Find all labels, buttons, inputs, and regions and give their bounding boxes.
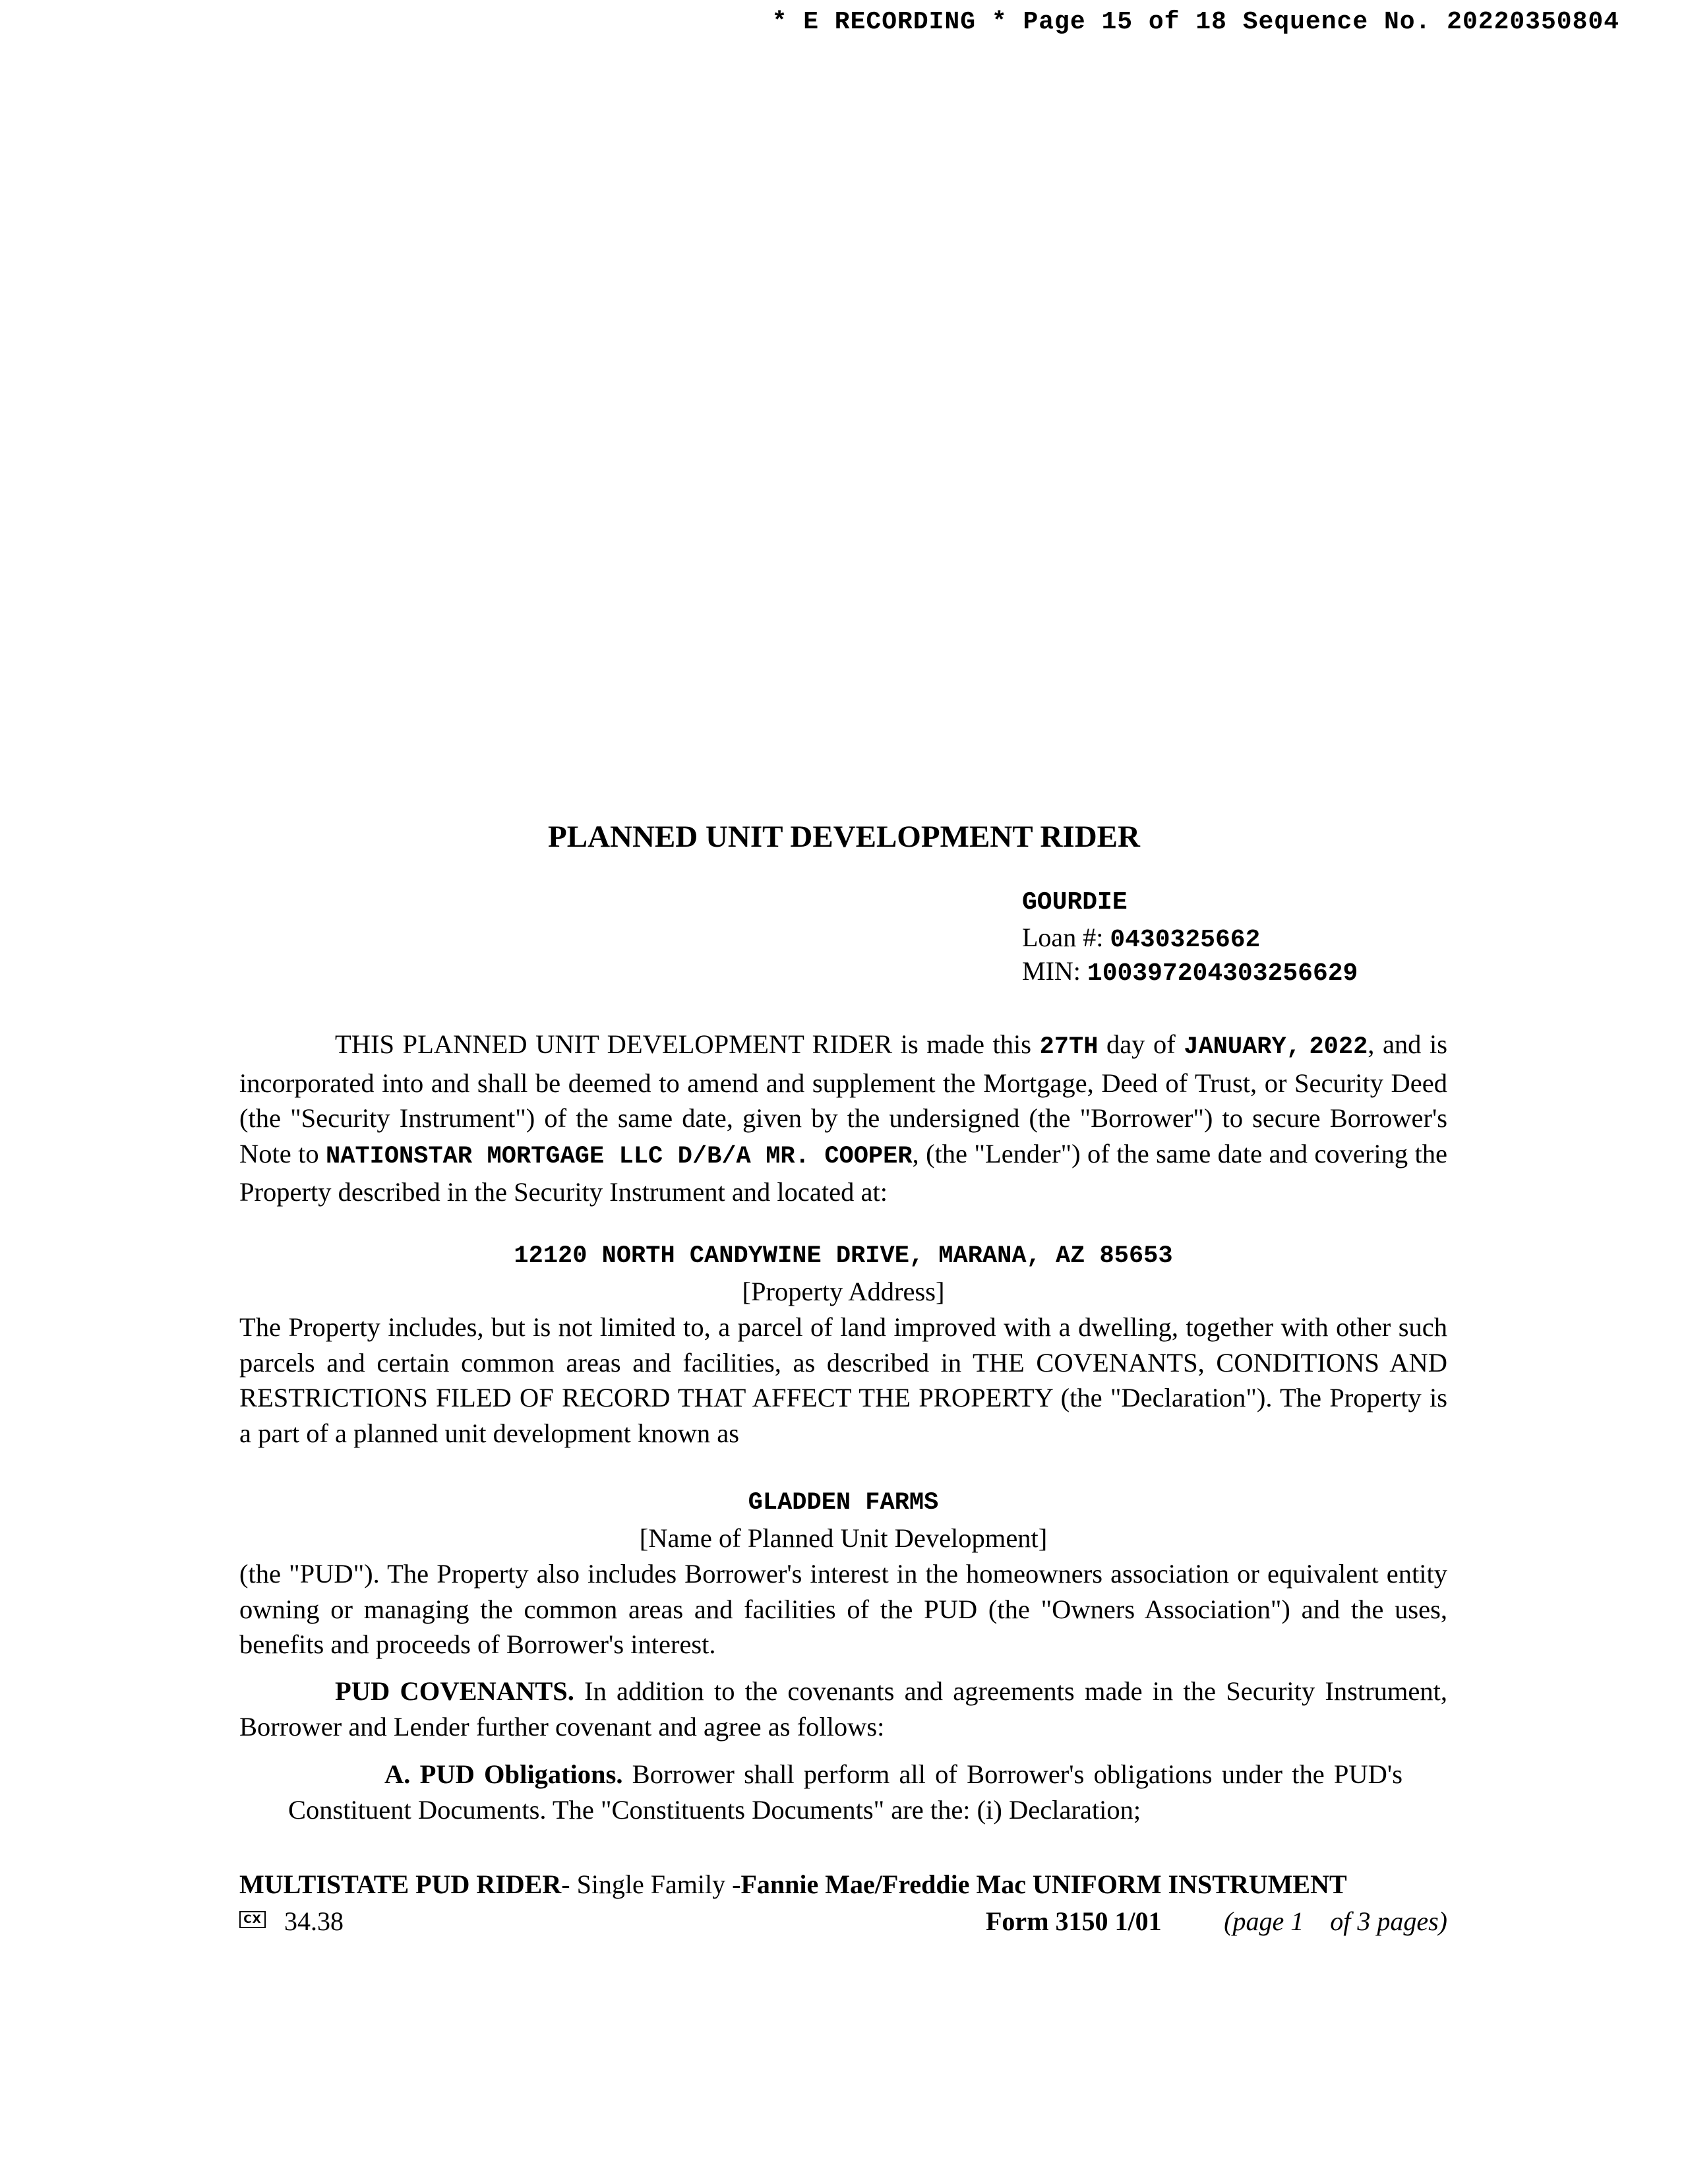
pud-covenants-paragraph: PUD COVENANTS. In addition to the covenants and agreements made in the Security Instrument, Borrower and Lender further covenant and agree as follows:	[239, 1676, 1448, 1742]
intro-paragraph: THIS PLANNED UNIT DEVELOPMENT RIDER is made this 27TH day of JANUARY, 2022, and is incorporated into and shall be deemed to amend and supplement the Mortgage, Deed of Trust, or Security Deed (the "Security Instrument") of the same date, given by the undersigned (the "Borrower") to secure Borrower's Note to NATIONSTAR MORTGAGE LLC D/B/A MR. COOPER, (the "Lender") of the same date and covering the Property described in the Security Instrument and located at:	[239, 1029, 1447, 1207]
pud-obligations-heading: A. PUD Obligations.	[384, 1759, 623, 1789]
pud-name-caption: [Name of Planned Unit Development]	[639, 1523, 1048, 1553]
pud-obligations-paragraph: A. PUD Obligations. Borrower shall perform all of Borrower's obligations under the PUD's Constituent Documents. The "Constituents Documents" are the: (i) Declaration;	[288, 1759, 1402, 1825]
page-count: (page 1 of 3 pages)	[1224, 1906, 1447, 1936]
loan-number-value: 0430325662	[1110, 926, 1261, 954]
footer-form-title: MULTISTATE PUD RIDER- Single Family -Fannie Mae/Freddie Mac UNIFORM INSTRUMENT	[239, 1869, 1347, 1899]
footer-instrument-label: Fannie Mae/Freddie Mac UNIFORM INSTRUMENT	[740, 1869, 1347, 1899]
recording-header: * E RECORDING * Page 15 of 18 Sequence No. 20220350804	[771, 8, 1619, 36]
rider-day: 27TH	[1039, 1033, 1099, 1061]
rider-month: JANUARY,	[1184, 1033, 1301, 1061]
rider-year: 2022	[1309, 1033, 1368, 1061]
lender-name: NATIONSTAR MORTGAGE LLC D/B/A MR. COOPER	[326, 1142, 913, 1170]
property-address: 12120 NORTH CANDYWINE DRIVE, MARANA, AZ 85653	[514, 1242, 1173, 1270]
document-title: PLANNED UNIT DEVELOPMENT RIDER	[548, 820, 1140, 854]
loan-number-line	[1022, 922, 1260, 954]
footer-rider-label: MULTISTATE PUD RIDER	[239, 1869, 562, 1899]
form-code: 34.38	[284, 1906, 344, 1936]
borrower-name: GOURDIE	[1022, 888, 1128, 917]
min-number-line	[1022, 956, 1358, 988]
footer-form-info	[239, 1906, 1447, 1943]
property-address-caption: [Property Address]	[742, 1277, 945, 1306]
form-number: Form 3150 1/01	[986, 1906, 1162, 1936]
min-label: MIN:	[1022, 956, 1087, 986]
min-value: 100397204303256629	[1087, 959, 1358, 988]
form-code-icon: CX	[239, 1911, 266, 1928]
pud-covenants-heading: PUD COVENANTS.	[335, 1676, 574, 1706]
loan-number-label: Loan #:	[1022, 923, 1110, 952]
pud-paragraph: (the "PUD"). The Property also includes Borrower's interest in the homeowners association or equivalent entity owning or managing the common areas and facilities of the PUD (the "Owners Association") and the uses, benefits and proceeds of Borrower's interest.	[239, 1559, 1447, 1659]
property-description: The Property includes, but is not limited to, a parcel of land improved with a dwelling, together with other such parcels and certain common areas and facilities, as described in THE COVENANTS, CONDITIONS AND RESTRICTIONS FILED OF RECORD THAT AFFECT THE PROPERTY (the "Declaration"). The Property is a part of a planned unit development known as	[239, 1312, 1447, 1448]
pud-name: GLADDEN FARMS	[748, 1489, 939, 1517]
